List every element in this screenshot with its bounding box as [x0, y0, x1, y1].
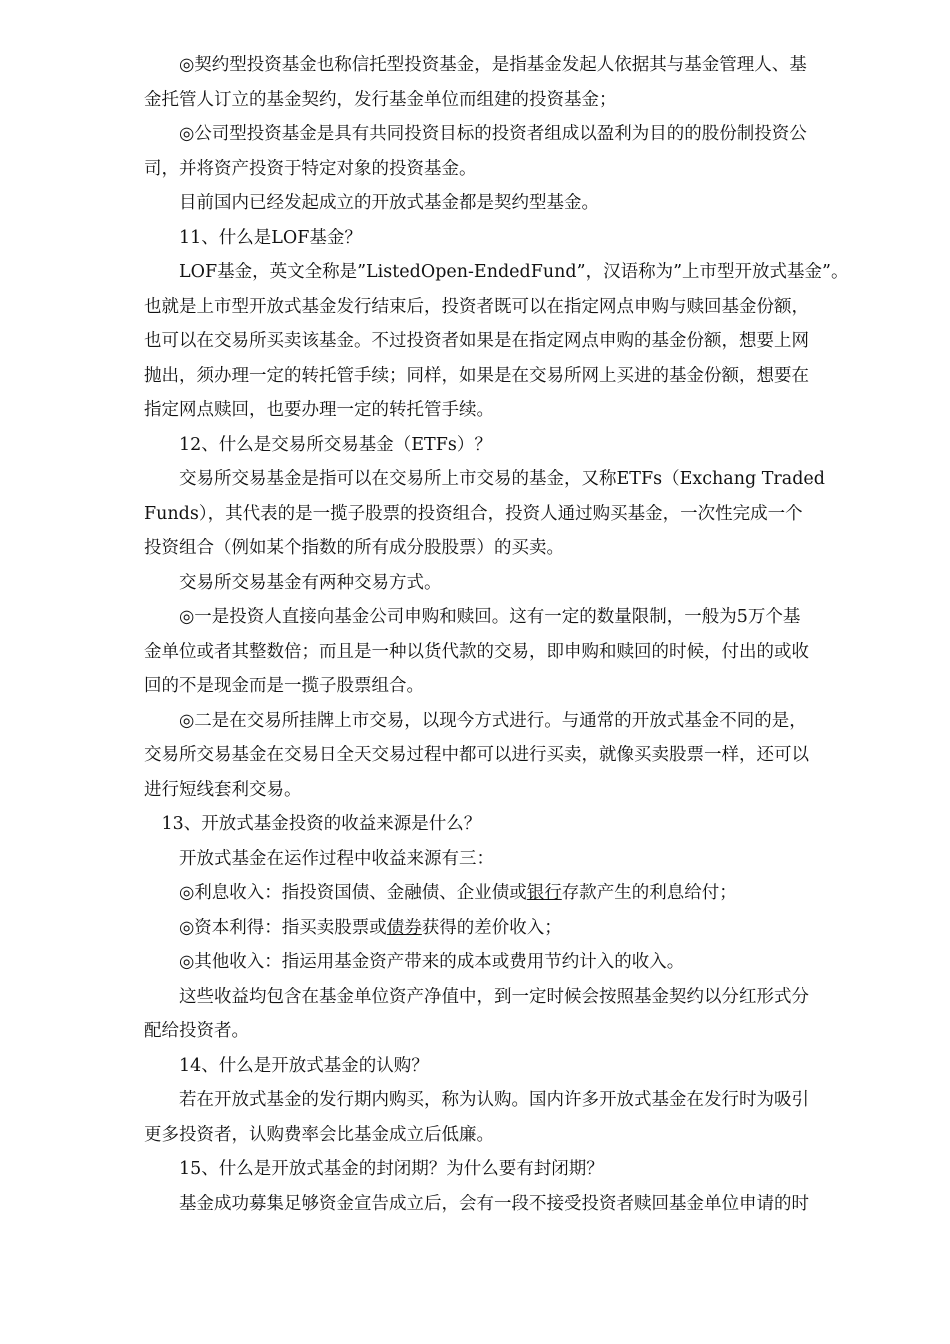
underlined-term: 银行	[526, 883, 562, 903]
section-heading: 12、什么是交易所交易基金（ETFs）？	[179, 434, 492, 455]
line-text: ◎利息收入：指投资国债、金融债、企业债或	[179, 883, 527, 903]
line-text: 存款产生的利息给付；	[561, 883, 737, 903]
paragraph-line: LOF基金，英文全称是”ListedOpen-EndedFund”，汉语称为”上市型开放式基金”。	[179, 262, 849, 282]
paragraph-line: ◎其他收入：指运用基金资产带来的成本或费用节约计入的收入。	[179, 952, 685, 972]
paragraph-line: ◎二是在交易所挂牌上市交易，以现今方式进行。与通常的开放式基金不同的是，	[179, 710, 807, 731]
section-heading: 15、什么是开放式基金的封闭期？为什么要有封闭期？	[179, 1159, 604, 1179]
paragraph-line: 基金成功募集足够资金宣告成立后，会有一段不接受投资者赎回基金单位申请的时	[179, 1193, 809, 1214]
paragraph-line: 目前国内已经发起成立的开放式基金都是契约型基金。	[179, 193, 599, 213]
paragraph-line: 配给投资者。	[144, 1021, 249, 1041]
paragraph-line	[144, 876, 874, 911]
paragraph-line: ◎公司型投资基金是具有共同投资目标的投资者组成以盈利为目的的股份制投资公	[179, 124, 807, 144]
paragraph-line: 指定网点赎回，也要办理一定的转托管手续。	[144, 400, 494, 420]
paragraph-line: 这些收益均包含在基金单位资产净值中，到一定时候会按照基金契约以分红形式分	[179, 986, 809, 1007]
paragraph-line: Funds），其代表的是一揽子股票的投资组合，投资人通过购买基金，一次性完成一个	[144, 503, 803, 524]
paragraph-line: 抛出，须办理一定的转托管手续；同样，如果是在交易所网上买进的基金份额，想要在	[144, 365, 809, 386]
section-heading: 13、开放式基金投资的收益来源是什么？	[161, 814, 482, 834]
paragraph-line: 交易所交易基金是指可以在交易所上市交易的基金，又称ETFs（Exchang Traded	[179, 469, 825, 489]
paragraph-line: 投资组合（例如某个指数的所有成分股股票）的买卖。	[144, 538, 564, 558]
paragraph-line	[144, 911, 874, 946]
paragraph-line: 也就是上市型开放式基金发行结束后，投资者既可以在指定网点申购与赎回基金份额，	[144, 296, 809, 317]
line-text: ◎资本利得：指买卖股票或	[179, 917, 387, 938]
underlined-term: 债券	[386, 917, 422, 938]
paragraph-line: 司，并将资产投资于特定对象的投资基金。	[144, 158, 477, 179]
paragraph-line: 回的不是现金而是一揽子股票组合。	[144, 676, 424, 696]
paragraph-line: 开放式基金在运作过程中收益来源有三：	[179, 848, 494, 869]
section-heading: 14、什么是开放式基金的认购？	[179, 1055, 429, 1076]
paragraph-line: 金单位或者其整数倍；而且是一种以货代款的交易，即申购和赎回的时候，付出的或收	[144, 641, 809, 662]
paragraph-line: ◎一是投资人直接向基金公司申购和赎回。这有一定的数量限制，一般为5万个基	[179, 607, 801, 627]
paragraph-line: 交易所交易基金有两种交易方式。	[179, 572, 442, 593]
document-body	[144, 48, 874, 1221]
paragraph-line: 交易所交易基金在交易日全天交易过程中都可以进行买卖，就像买卖股票一样，还可以	[144, 745, 809, 765]
paragraph-line: 更多投资者，认购费率会比基金成立后低廉。	[144, 1124, 494, 1145]
paragraph-line: 也可以在交易所买卖该基金。不过投资者如果是在指定网点申购的基金份额，想要上网	[144, 331, 809, 351]
paragraph-line: 进行短线套利交易。	[144, 779, 302, 800]
paragraph-line: ◎契约型投资基金也称信托型投资基金，是指基金发起人依据其与基金管理人、基	[179, 55, 807, 75]
section-heading: 11、什么是LOF基金？	[179, 227, 362, 248]
paragraph-line: 金托管人订立的基金契约，发行基金单位而组建的投资基金；	[144, 89, 617, 110]
line-text: 获得的差价收入；	[421, 917, 562, 938]
paragraph-line: 若在开放式基金的发行期内购买，称为认购。国内许多开放式基金在发行时为吸引	[179, 1090, 809, 1110]
